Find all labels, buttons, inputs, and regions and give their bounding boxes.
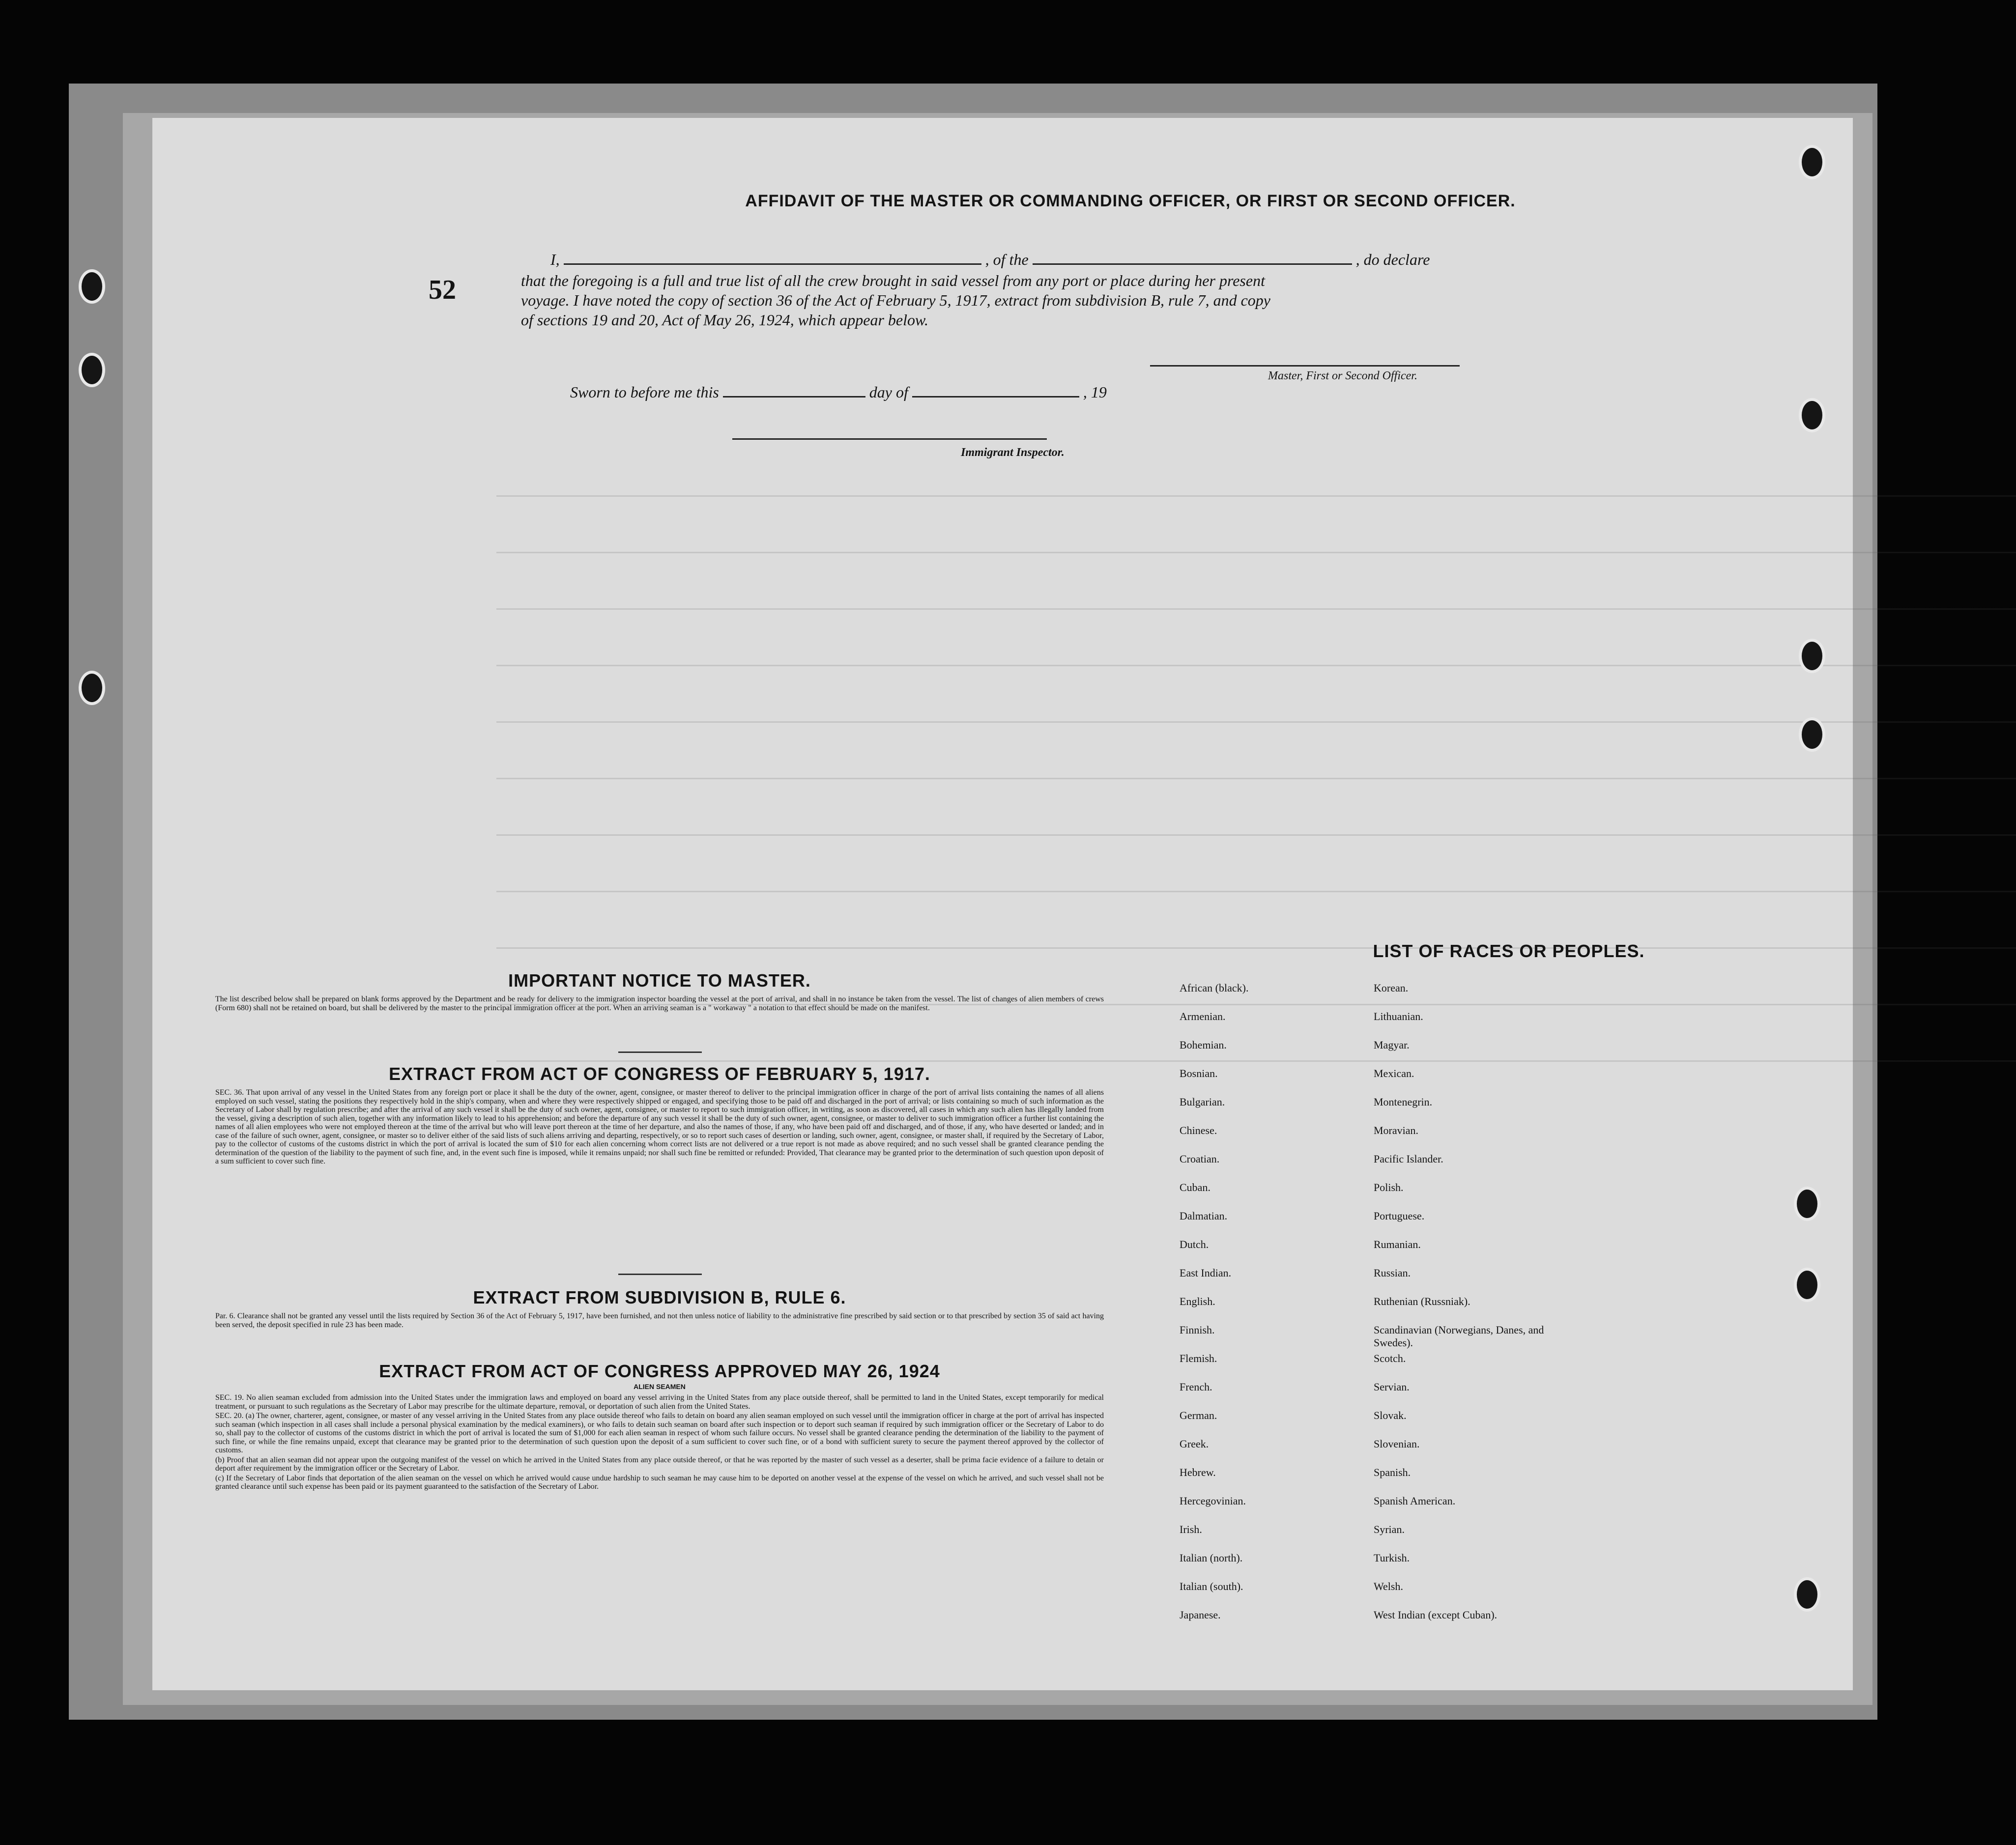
day-of-label: day of <box>869 383 908 401</box>
race-item: Flemish. <box>1180 1352 1217 1364</box>
punch-hole <box>79 671 105 705</box>
race-item: Italian (north). <box>1180 1552 1243 1564</box>
race-item: Irish. <box>1180 1523 1202 1535</box>
affidavit-body-line-2: voyage. I have noted the copy of section 36 of the Act of February 5, 1917, extract from subdivision B, rule 7, and copy <box>521 291 1270 309</box>
race-item: East Indian. <box>1180 1267 1232 1279</box>
punch-hole <box>79 269 105 304</box>
race-item: Cuban. <box>1180 1181 1210 1193</box>
race-item: Portuguese. <box>1374 1210 1425 1222</box>
punch-hole <box>79 353 105 387</box>
race-item: Welsh. <box>1374 1580 1403 1592</box>
race-item: Bohemian. <box>1180 1039 1227 1051</box>
sworn-month-blank[interactable] <box>912 383 1079 397</box>
divider <box>618 1051 702 1053</box>
race-item: English. <box>1180 1295 1215 1307</box>
divider <box>618 1274 702 1275</box>
race-item: Syrian. <box>1374 1523 1405 1535</box>
notice-text: The list described below shall be prepared on blank forms approved by the Department and be ready for delivery to the immigration inspector boarding the vessel at the port of arrival, and shall in no instance be taken from the vessel. The list of changes of alien members of crews (Form 680) shall not be retained on board, but shall be delivered by the master to the principal immigration officer at the port. When an arriving seaman is a " workaway " a notation to that effect should be made on the manifest. <box>215 995 1104 1012</box>
vessel-blank[interactable] <box>1033 251 1352 265</box>
race-item: Japanese. <box>1180 1609 1221 1621</box>
race-item: French. <box>1180 1381 1212 1393</box>
race-item: Hebrew. <box>1180 1466 1216 1478</box>
page-number: 52 <box>429 275 456 305</box>
race-item: Spanish. <box>1374 1466 1411 1478</box>
race-item: Finnish. <box>1180 1324 1215 1336</box>
race-item: Chinese. <box>1180 1124 1217 1136</box>
punch-hole <box>1799 639 1825 673</box>
affidavit-of-the-label: , of the <box>985 251 1029 268</box>
race-item: Italian (south). <box>1180 1580 1243 1592</box>
race-item: Montenegrin. <box>1374 1096 1433 1108</box>
race-item: Slovak. <box>1374 1409 1407 1421</box>
races-column-2 <box>1374 982 1570 1637</box>
race-item: Bulgarian. <box>1180 1096 1225 1108</box>
inspector-signature-line[interactable] <box>732 438 1047 440</box>
sworn-day-blank[interactable] <box>723 383 865 397</box>
races-title: LIST OF RACES OR PEOPLES. <box>1373 941 1645 961</box>
race-item: Dutch. <box>1180 1238 1209 1250</box>
affidavit-body-line-3: of sections 19 and 20, Act of May 26, 1924, which appear below. <box>521 311 928 329</box>
race-item: Moravian. <box>1374 1124 1419 1136</box>
race-item: Turkish. <box>1374 1552 1410 1564</box>
inspector-signature-label: Immigrant Inspector. <box>961 446 1065 459</box>
race-item: Scotch. <box>1374 1352 1406 1364</box>
sec-20b-text: (b) Proof that an alien seaman did not appear upon the outgoing manifest of the vessel on which he arrived in the United States from any place outside thereof, or that he was reported by the master of such vessel as a deserter, shall be prima facie evidence of a failure to detain or deport after requirement by the immigration officer or the Secretary of Labor. <box>215 1455 1104 1473</box>
punch-hole <box>1794 1577 1820 1612</box>
year-label: , 19 <box>1083 383 1107 401</box>
extract-rule-6 <box>215 1287 1104 1330</box>
name-blank[interactable] <box>564 251 981 265</box>
race-item: Polish. <box>1374 1181 1404 1193</box>
race-item: Croatian. <box>1180 1153 1220 1165</box>
race-item: Magyar. <box>1374 1039 1410 1051</box>
punch-hole <box>1794 1268 1820 1302</box>
race-item: Mexican. <box>1374 1067 1414 1079</box>
race-item: Slovenian. <box>1374 1438 1420 1450</box>
race-item: Bosnian. <box>1180 1067 1218 1079</box>
extract-1917 <box>215 1064 1104 1167</box>
sec-20c-text: (c) If the Secretary of Labor finds that deportation of the alien seaman on the vessel on which he arrived would cause undue hardship to such seaman he may cause him to be deported on another vessel at the expense of the vessel on which he arrived, and such vessel shall not be granted clearance until such expense has been paid or its payment guaranteed to the satisfaction of the Secretary of Labor. <box>215 1474 1104 1491</box>
extract-1924-title: EXTRACT FROM ACT OF CONGRESS APPROVED MAY 26, 1924 <box>379 1361 940 1381</box>
race-item: Servian. <box>1374 1381 1410 1393</box>
race-item: Russian. <box>1374 1267 1411 1279</box>
notice-title: IMPORTANT NOTICE TO MASTER. <box>508 970 811 991</box>
extract-1917-text: SEC. 36. That upon arrival of any vessel in the United States from any foreign port or place it shall be the duty of the owner, agent, consignee, or master thereof to deliver to the principal immigration officer in charge of the port of arrival lists containing the names of all aliens employed on such vessel, stating the positions they respectively hold in the ship's company, when and where they were respectively shipped or engaged, and specifying those to be paid off and discharged in the port of arrival; or lists containing so much of such information as the Secretary of Labor shall by regulation prescribe; and after the arrival of any such vessel it shall be the duty of such owner, agent, consignee, or master to report to such immigration officer, in writing, as soon as discovered, all cases in which any such alien has illegally landed from the vessel, giving a description of such alien, together with any information likely to lead to his apprehension; and before the departure of any such vessel it shall be the duty of such owner, agent, consignee, or master to deliver to such immigration officer a further list containing the names of all alien employees who were not employed thereon at the time of the arrival but who will leave port thereon at the time of her departure, and also the names of those, if any, who have been paid off and discharged, and of those, if any, who have deserted or landed; and in case of the failure of such owner, agent, consignee, or master so to deliver either of the said lists of such aliens arriving and departing, respectively, or so to report such cases of desertion or landing, such owner, agent, consignee, or master shall, if required by the Secretary of Labor, pay to the collector of customs of the customs district in which the port of arrival is located the sum of $10 for each alien concerning whom correct lists are not delivered or a true report is not made as above required; and no such vessel shall be granted clearance pending the determination of the question of the liability to the payment of such fine, and, in the event such fine is imposed, while it remains unpaid; nor shall such fine be remitted or refunded: Provided, That clearance may be granted prior to the determination of such question upon deposit of a sum sufficient to cover such fine. <box>215 1088 1104 1165</box>
punch-hole <box>1799 717 1825 752</box>
important-notice <box>215 970 1104 1013</box>
races-column-1 <box>1180 982 1376 1637</box>
affidavit-i-label: I, <box>550 251 560 268</box>
race-item: Armenian. <box>1180 1010 1226 1022</box>
race-item: Ruthenian (Russniak). <box>1374 1295 1470 1307</box>
sec-19-text: SEC. 19. No alien seaman excluded from admission into the United States under the immigration laws and employed on board any vessel arriving in the United States from any place outside thereof, shall be permitted to land in the United States, except temporarily for medical treatment, or pursuant to such regulations as the Secretary of Labor may prescribe for the ultimate departure, removal, or deportation of such alien from the United States. <box>215 1393 1104 1411</box>
punch-hole <box>1794 1187 1820 1221</box>
punch-hole <box>1799 398 1825 432</box>
race-item: West Indian (except Cuban). <box>1374 1609 1498 1621</box>
master-signature-line[interactable] <box>1150 365 1460 367</box>
affidavit-body-line-1: that the foregoing is a full and true list of all the crew brought in said vessel from any port or place during her present <box>521 272 1265 289</box>
race-item: Rumanian. <box>1374 1238 1421 1250</box>
race-item: German. <box>1180 1409 1217 1421</box>
race-item: Dalmatian. <box>1180 1210 1228 1222</box>
rule-6-text: Par. 6. Clearance shall not be granted any vessel until the lists required by Section 36 of the Act of February 5, 1917, have been furnished, and not then unless notice of liability to the administrative fine prescribed by said section or to that prescribed by section 35 of said act having been served, the deposit specified in rule 23 has been made. <box>215 1312 1104 1329</box>
sec-20a-text: SEC. 20. (a) The owner, charterer, agent, consignee, or master of any vessel arriving in the United States from any place outside thereof who fails to detain on board any alien seaman employed on such vessel until the immigration officer in charge at the port of arrival has inspected such seaman (which inspection in all cases shall include a personal physical examination by the medical examiners), or who fails to detain such seaman on board after such inspection or to deport such seaman if required by such immigration officer or the Secretary of Labor to do so, shall pay to the collector of customs of the customs district in which the port of arrival is located the sum of $1,000 for each alien seaman in respect of whom such failure occurs. No vessel shall be granted clearance pending the determination of the liability to the payment of such fine, or while the fine remains unpaid, except that clearance may be granted prior to the determination of such question upon the deposit of a sum sufficient to cover such fine, or of a bond with sufficient surety to secure the payment thereof approved by the collector of customs. <box>215 1412 1104 1454</box>
extract-1917-title: EXTRACT FROM ACT OF CONGRESS OF FEBRUARY 5, 1917. <box>389 1064 930 1084</box>
manifest-page <box>152 118 1853 1690</box>
affidavit-title: AFFIDAVIT OF THE MASTER OR COMMANDING OFFICER, OR FIRST OR SECOND OFFICER. <box>745 192 1516 210</box>
rule-6-title: EXTRACT FROM SUBDIVISION B, RULE 6. <box>473 1287 846 1307</box>
race-item: Greek. <box>1180 1438 1209 1450</box>
alien-seamen-subtitle: ALIEN SEAMEN <box>634 1383 686 1391</box>
master-signature-label: Master, First or Second Officer. <box>1268 369 1417 382</box>
extract-1924 <box>215 1361 1104 1492</box>
affidavit-declaration-line <box>550 251 1430 269</box>
race-item: African (black). <box>1180 982 1249 994</box>
affidavit-declare-label: , do declare <box>1355 251 1430 268</box>
race-item: Lithuanian. <box>1374 1010 1423 1022</box>
punch-hole <box>1799 145 1825 179</box>
sworn-label: Sworn to before me this <box>570 383 719 401</box>
race-item: Korean. <box>1374 982 1409 994</box>
race-item: Pacific Islander. <box>1374 1153 1443 1165</box>
race-item: Spanish American. <box>1374 1495 1456 1507</box>
sworn-line <box>570 383 1107 401</box>
race-item: Hercegovinian. <box>1180 1495 1246 1507</box>
race-item: Scandinavian (Norwegians, Danes, and Swedes). <box>1374 1324 1544 1349</box>
